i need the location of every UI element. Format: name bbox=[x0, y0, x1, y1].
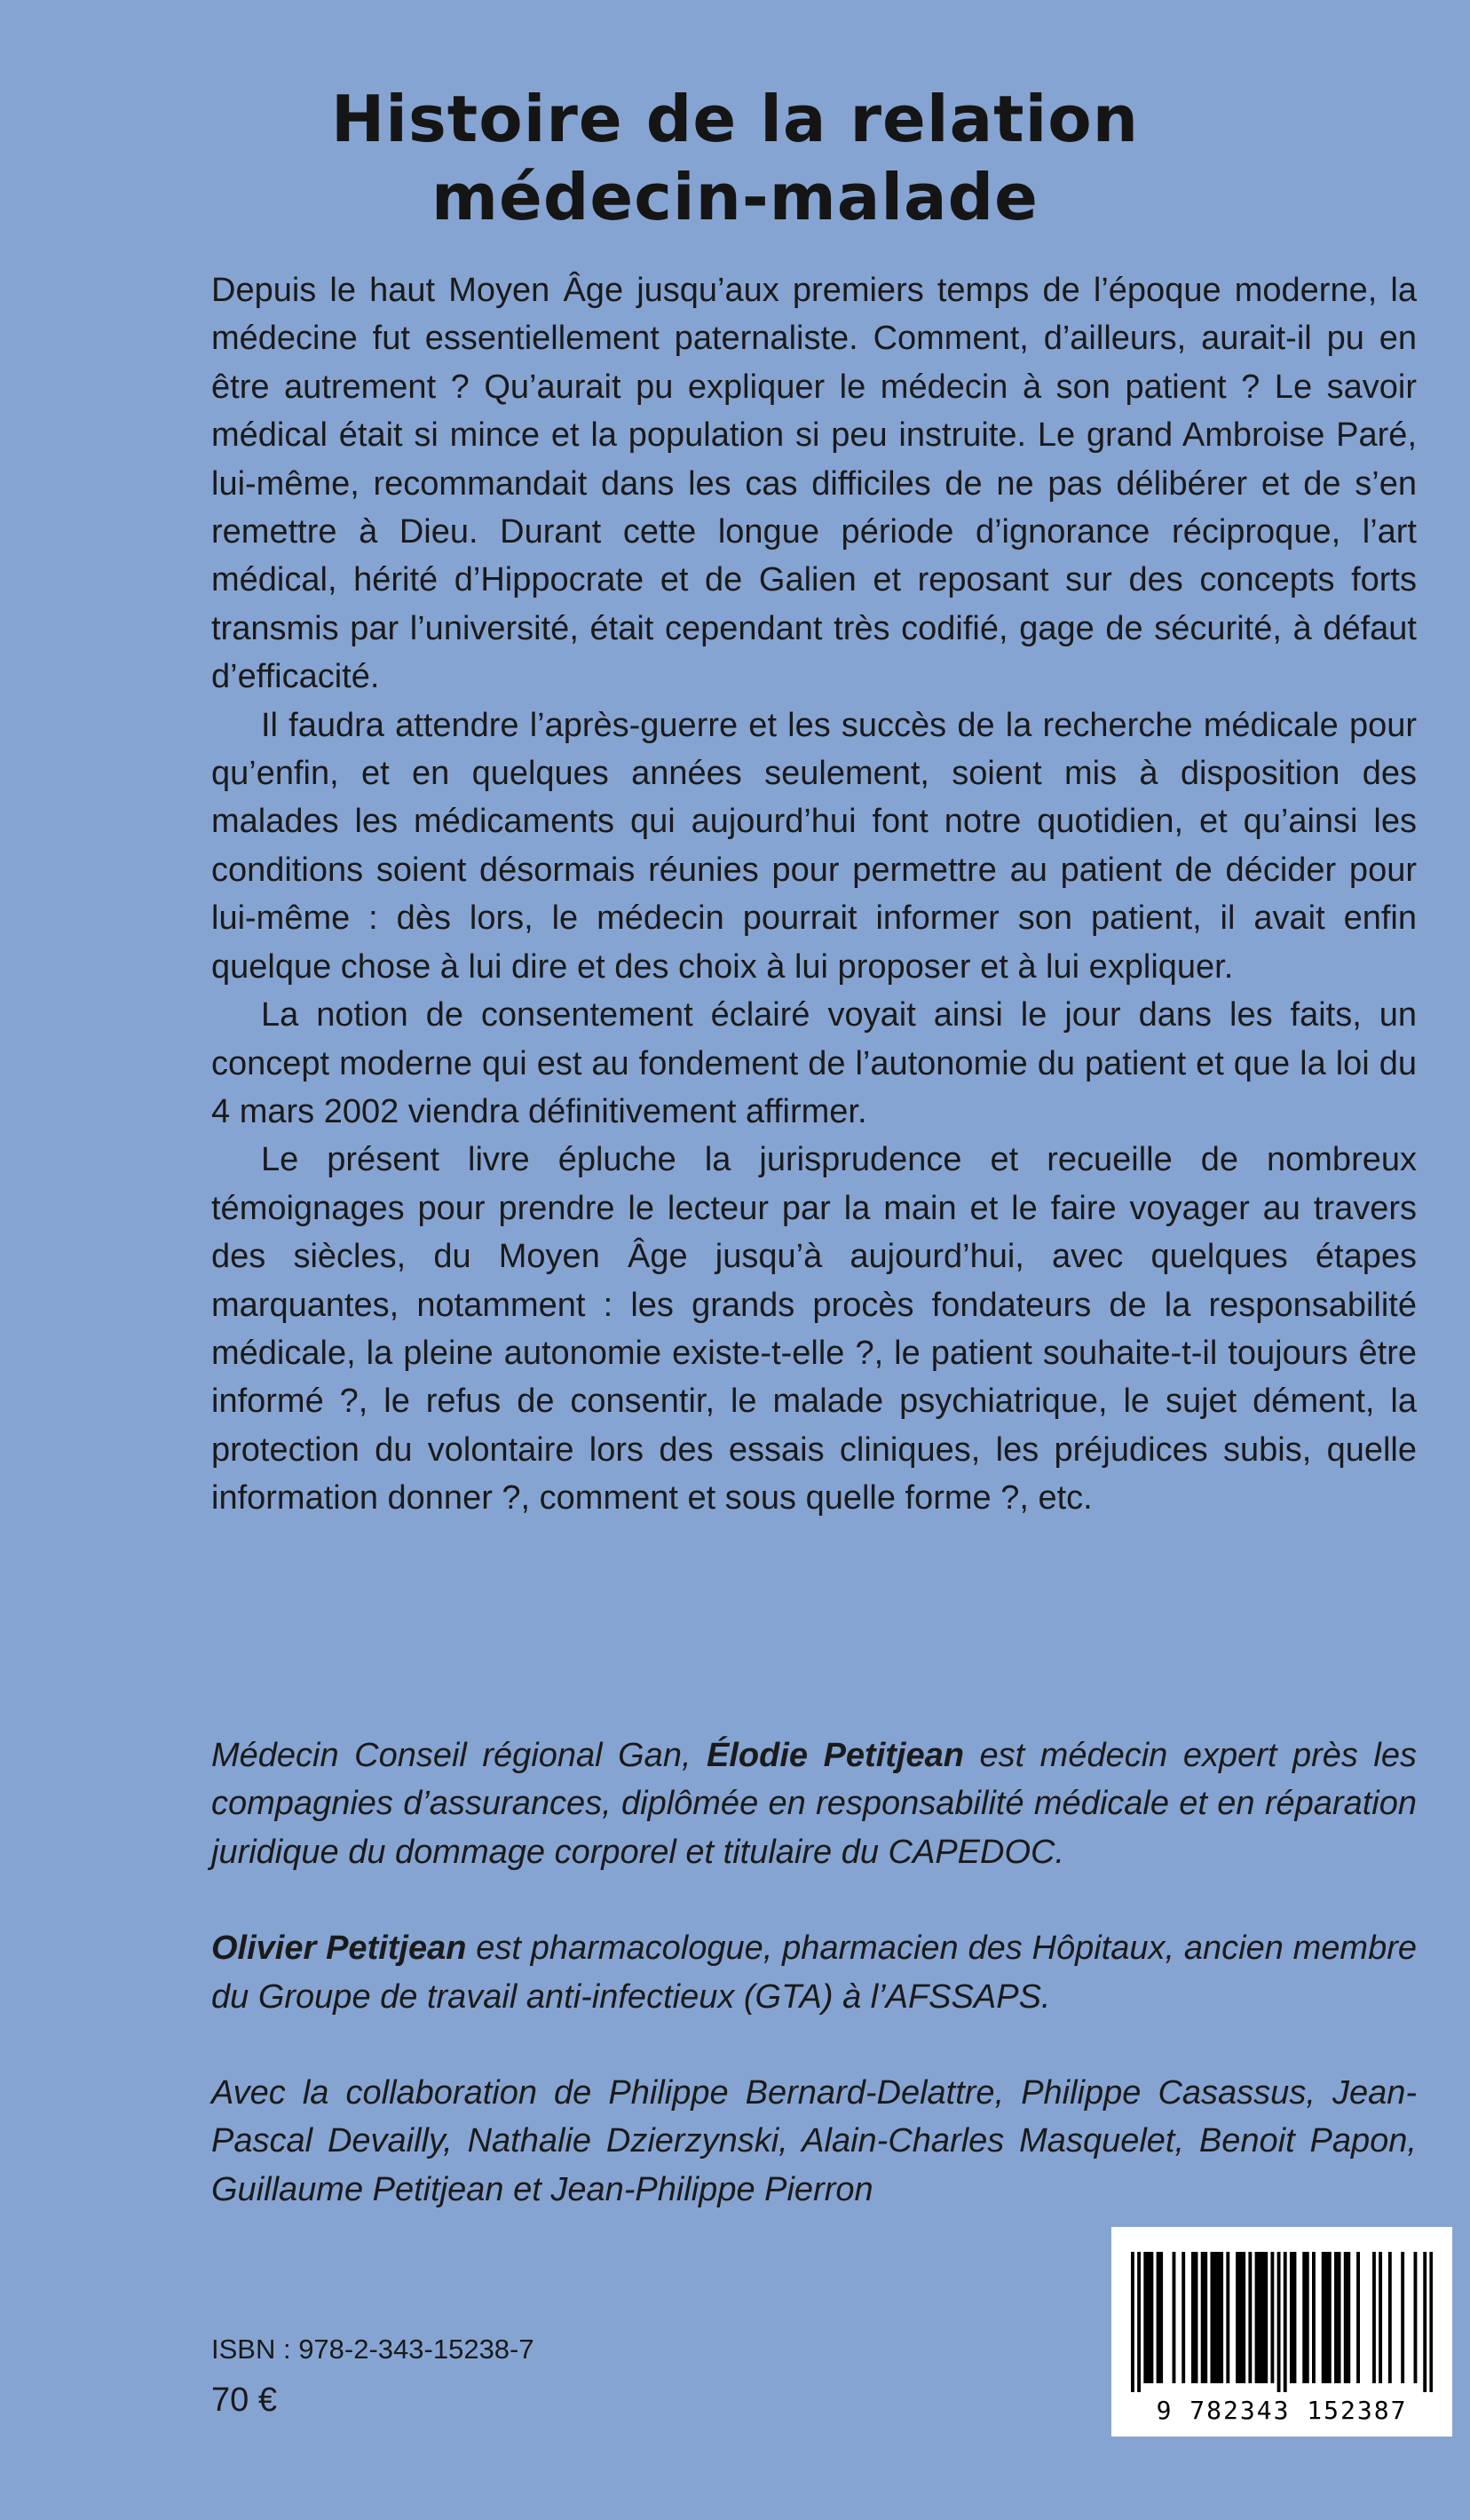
barcode-bar bbox=[1277, 2252, 1281, 2392]
summary-paragraph-2: Il faudra attendre l’après-guerre et les succès de la recherche médicale pour qu’enfin, et en quelques années seulement, soient mis à disposition des malades les médicaments qui aujourd’hui font notre quotidien, et qu’ainsi les conditions soient désormais réunies pour permettre au patient de décider pour lui-même : dès lors, le médecin pourrait informer son patient, il avait enfin quelque chose à lui dire et des choix à lui proposer et à lui expliquer. bbox=[211, 706, 1417, 986]
barcode-bar bbox=[1261, 2252, 1265, 2383]
barcode-bar bbox=[1306, 2252, 1309, 2383]
barcode-bar bbox=[1204, 2252, 1207, 2383]
barcode-bar bbox=[1239, 2252, 1243, 2383]
summary-paragraph-4: Le présent livre épluche la jurisprudence et recueille de nombreux témoignages pour prendre le lecteur par la main et le faire voyager au travers des siècles, du Moyen Âge jusqu’à aujourd’hui, avec quelques étapes marquantes, notamment : les grands procès fondateurs de la responsabilité médicale, la pleine autonomie existe-t-elle ?, le patient souhaite-t-il toujours être informé ?, le refus de consentir, le malade psychiatrique, le sujet dément, la protection du volontaire lors des essais cliniques, les préjudices subis, quelle information donner ?, comment et sous quelle forme ?, etc. bbox=[211, 1141, 1417, 1518]
barcode-bar bbox=[1191, 2252, 1195, 2383]
barcode-bar bbox=[1201, 2252, 1205, 2383]
author-bio-1-prefix: Médecin Conseil régional Gan, bbox=[211, 1737, 707, 1774]
price-text: 70 € bbox=[211, 2381, 277, 2419]
barcode-bar bbox=[1210, 2252, 1213, 2383]
barcode bbox=[1111, 2227, 1452, 2437]
barcode-bar bbox=[1220, 2252, 1223, 2383]
author-bios bbox=[211, 1732, 1417, 2262]
barcode-bar bbox=[1388, 2252, 1392, 2383]
barcode-bar bbox=[1195, 2252, 1198, 2383]
barcode-bar bbox=[1182, 2252, 1185, 2383]
barcode-bar bbox=[1344, 2252, 1348, 2383]
barcode-bar bbox=[1322, 2252, 1325, 2383]
barcode-bar bbox=[1248, 2252, 1252, 2383]
barcode-bar bbox=[1147, 2252, 1150, 2383]
book-title bbox=[0, 80, 1470, 236]
barcode-bar bbox=[1159, 2252, 1163, 2383]
barcode-bar bbox=[1414, 2252, 1418, 2383]
barcode-bar bbox=[1328, 2252, 1332, 2383]
barcode-bar bbox=[1150, 2252, 1153, 2383]
author-bio-2 bbox=[211, 1924, 1417, 2021]
barcode-bar bbox=[1293, 2252, 1297, 2383]
author-name-2: Olivier Petitjean bbox=[211, 1930, 467, 1968]
author-name-1: Élodie Petitjean bbox=[707, 1737, 964, 1774]
book-title-line-2: médecin-malade bbox=[431, 160, 1039, 234]
barcode-bar bbox=[1213, 2252, 1217, 2383]
barcode-bar bbox=[1423, 2252, 1427, 2392]
barcode-bar bbox=[1264, 2252, 1268, 2383]
isbn-text: ISBN : 978-2-343-15238-7 bbox=[211, 2334, 534, 2365]
barcode-bar bbox=[1255, 2252, 1259, 2383]
barcode-bar bbox=[1226, 2252, 1229, 2383]
collaboration-note: Avec la collaboration de Philippe Bernard-Delattre, Philippe Casassus, Jean-Pascal Devailly, Nathalie Dzierzynski, Alain-Charles Masquelet, Benoit Papon, Guillaume Petitjean et Jean-Philippe Pierron bbox=[211, 2074, 1417, 2208]
barcode-bar bbox=[1258, 2252, 1261, 2383]
barcode-bar bbox=[1143, 2252, 1147, 2383]
barcode-bar bbox=[1173, 2252, 1176, 2383]
barcode-bar bbox=[1242, 2252, 1245, 2383]
summary-paragraph-3: La notion de consentement éclairé voyait ainsi le jour dans les faits, un concept moderne qui est au fondement de l’autonomie du patient et que la loi du 4 mars 2002 viendra définitivement affirmer. bbox=[211, 996, 1417, 1130]
barcode-bar bbox=[1401, 2252, 1404, 2383]
barcode-bar bbox=[1324, 2252, 1328, 2383]
barcode-bar bbox=[1137, 2252, 1141, 2392]
summary-text bbox=[211, 266, 1417, 1523]
barcode-bar bbox=[1284, 2252, 1287, 2392]
barcode-bars bbox=[1131, 2252, 1433, 2392]
barcode-bar bbox=[1131, 2252, 1134, 2392]
barcode-digits: 9 782343 152387 bbox=[1156, 2396, 1408, 2425]
author-bio-2-text: est pharmacologue, pharmacien des Hôpitaux, ancien membre du Groupe de travail anti-infectieux (GTA) à l’AFSSAPS. bbox=[211, 1930, 1417, 2016]
author-bio-1 bbox=[211, 1732, 1417, 1876]
barcode-bar bbox=[1372, 2252, 1376, 2383]
barcode-bar bbox=[1334, 2252, 1338, 2383]
barcode-bar bbox=[1338, 2252, 1341, 2383]
book-title-line-1: Histoire de la relation bbox=[331, 82, 1139, 156]
barcode-bar bbox=[1302, 2252, 1306, 2383]
barcode-bar bbox=[1236, 2252, 1239, 2383]
author-bio-1-text: est médecin expert près les compagnies d’assurances, diplômée en responsabilité médicale et en réparation juridique du dommage corporel et titulaire du CAPEDOC. bbox=[211, 1737, 1417, 1871]
barcode-bar bbox=[1270, 2252, 1274, 2383]
barcode-bar bbox=[1379, 2252, 1382, 2383]
barcode-bar bbox=[1429, 2252, 1433, 2392]
barcode-bar bbox=[1356, 2252, 1360, 2383]
barcode-bar bbox=[1157, 2252, 1160, 2383]
barcode-bar bbox=[1347, 2252, 1350, 2383]
summary-paragraph-1: Depuis le haut Moyen Âge jusqu’aux premiers temps de l’époque moderne, la médecine fut essentiellement paternaliste. Comment, d’ailleurs, aurait-il pu en être autrement ? Qu’aurait pu expliquer le médecin à son patient ? Le savoir médical était si mince et la population si peu instruite. Le grand Ambroise Paré, lui-même, recommandait dans les cas difficiles de ne pas délibérer et de s’en remettre à Dieu. Durant cette longue période d’ignorance réciproque, l’art médical, hérité d’Hippocrate et de Galien et reposant sur des concepts forts transmis par l’université, était cependant très codifié, gage de sécurité, à défaut d’efficacité. bbox=[211, 272, 1417, 696]
barcode-bar bbox=[1290, 2252, 1293, 2383]
barcode-bar bbox=[1217, 2252, 1221, 2383]
barcode-bar bbox=[1312, 2252, 1316, 2383]
